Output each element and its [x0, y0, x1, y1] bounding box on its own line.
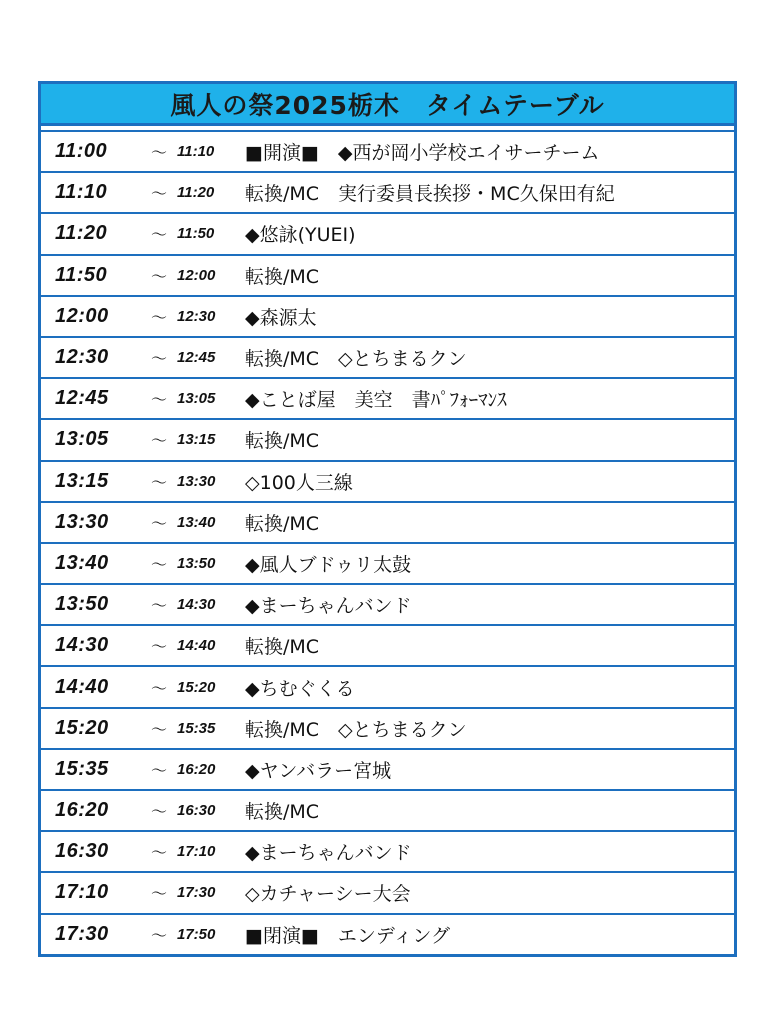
- start-time: 11:50: [55, 263, 108, 286]
- start-time: 14:40: [55, 675, 109, 698]
- time-separator: ～: [150, 678, 167, 698]
- end-time: 16:20: [177, 760, 216, 778]
- end-time: 13:50: [177, 554, 216, 572]
- timetable: [38, 81, 737, 957]
- end-time: 17:10: [177, 843, 216, 861]
- start-time: 13:05: [55, 428, 109, 451]
- start-time: 12:30: [55, 346, 109, 369]
- end-time: 16:30: [177, 802, 216, 820]
- start-time: 13:40: [55, 551, 109, 574]
- event-name: ◆ことば屋 美空 書ﾊﾟﾌｫｰﾏﾝｽ: [245, 389, 507, 412]
- time-separator: ～: [150, 431, 167, 451]
- time-separator: ～: [150, 472, 167, 492]
- time-separator: ～: [150, 802, 167, 822]
- table-row: [41, 418, 734, 459]
- time-separator: ～: [150, 143, 167, 163]
- end-time: 14:40: [177, 637, 216, 655]
- table-row: [41, 913, 734, 954]
- event-name: ◆風人ブドゥリ太鼓: [245, 553, 412, 576]
- table-row: [41, 254, 734, 295]
- start-time: 11:20: [55, 222, 108, 245]
- start-time: 14:30: [55, 634, 109, 657]
- event-name: 転換/MC: [245, 636, 320, 659]
- table-row: [41, 624, 734, 665]
- time-separator: ～: [150, 349, 167, 369]
- event-name: ◆まーちゃんバンド: [245, 595, 412, 618]
- table-row: [41, 583, 734, 624]
- time-separator: ～: [150, 554, 167, 574]
- event-name: ◇100人三線: [245, 471, 353, 494]
- time-separator: ～: [150, 390, 167, 410]
- end-time: 11:10: [177, 143, 215, 161]
- title-bar: [41, 84, 734, 126]
- event-name: 転換/MC ◇とちまるクン: [245, 348, 467, 371]
- table-row: [41, 171, 734, 212]
- end-time: 12:45: [177, 349, 216, 367]
- start-time: 15:35: [55, 757, 109, 780]
- end-time: 13:05: [177, 390, 216, 408]
- time-separator: ～: [150, 184, 167, 204]
- event-name: ◆森源太: [245, 306, 317, 329]
- time-separator: ～: [150, 266, 167, 286]
- event-name: 転換/MC: [245, 801, 320, 824]
- table-row: [41, 665, 734, 706]
- end-time: 13:15: [177, 431, 216, 449]
- event-name: ◆まーちゃんバンド: [245, 842, 412, 865]
- start-time: 12:45: [55, 387, 109, 410]
- time-separator: ～: [150, 925, 167, 945]
- table-row: [41, 707, 734, 748]
- event-name: ◆悠詠(YUEI): [245, 224, 356, 247]
- start-time: 13:50: [55, 593, 109, 616]
- event-name: 転換/MC: [245, 430, 320, 453]
- table-row: [41, 130, 734, 171]
- event-name: ■開演■ ◆西が岡小学校エイサーチーム: [245, 142, 600, 165]
- end-time: 12:30: [177, 307, 216, 325]
- start-time: 12:00: [55, 304, 109, 327]
- end-time: 12:00: [177, 266, 216, 284]
- time-separator: ～: [150, 307, 167, 327]
- start-time: 16:30: [55, 840, 109, 863]
- end-time: 17:50: [177, 925, 216, 943]
- event-name: ◆ヤンバラー宮城: [245, 759, 392, 782]
- timetable-rows: [41, 126, 734, 954]
- end-time: 11:50: [177, 225, 215, 243]
- time-separator: ～: [150, 637, 167, 657]
- page-title: 風人の祭2025栃木 タイムテーブル: [170, 90, 605, 120]
- time-separator: ～: [150, 843, 167, 863]
- event-name: 転換/MC ◇とちまるクン: [245, 718, 467, 741]
- end-time: 13:40: [177, 513, 216, 531]
- event-name: ◇カチャーシー大会: [245, 883, 411, 906]
- end-time: 17:30: [177, 884, 216, 902]
- start-time: 11:10: [55, 181, 108, 204]
- time-separator: ～: [150, 760, 167, 780]
- end-time: 11:20: [177, 184, 215, 202]
- table-row: [41, 501, 734, 542]
- event-name: 転換/MC 実行委員長挨拶・MC久保田有紀: [245, 183, 615, 206]
- time-separator: ～: [150, 225, 167, 245]
- time-separator: ～: [150, 596, 167, 616]
- start-time: 11:00: [55, 140, 108, 163]
- table-row: [41, 789, 734, 830]
- table-row: [41, 542, 734, 583]
- end-time: 14:30: [177, 596, 216, 614]
- table-row: [41, 830, 734, 871]
- time-separator: ～: [150, 513, 167, 533]
- start-time: 13:15: [55, 469, 109, 492]
- event-name: ■閉演■ エンディング: [245, 924, 451, 947]
- table-row: [41, 460, 734, 501]
- event-name: ◆ちむぐくる: [245, 677, 355, 700]
- start-time: 17:30: [55, 922, 109, 945]
- end-time: 15:20: [177, 678, 216, 696]
- event-name: 転換/MC: [245, 265, 320, 288]
- table-row: [41, 748, 734, 789]
- table-row: [41, 377, 734, 418]
- start-time: 16:20: [55, 799, 109, 822]
- end-time: 15:35: [177, 719, 216, 737]
- time-separator: ～: [150, 719, 167, 739]
- table-row: [41, 336, 734, 377]
- table-row: [41, 295, 734, 336]
- start-time: 13:30: [55, 510, 109, 533]
- table-row: [41, 212, 734, 253]
- time-separator: ～: [150, 884, 167, 904]
- start-time: 15:20: [55, 716, 109, 739]
- table-row: [41, 871, 734, 912]
- event-name: 転換/MC: [245, 512, 320, 535]
- start-time: 17:10: [55, 881, 109, 904]
- end-time: 13:30: [177, 472, 216, 490]
